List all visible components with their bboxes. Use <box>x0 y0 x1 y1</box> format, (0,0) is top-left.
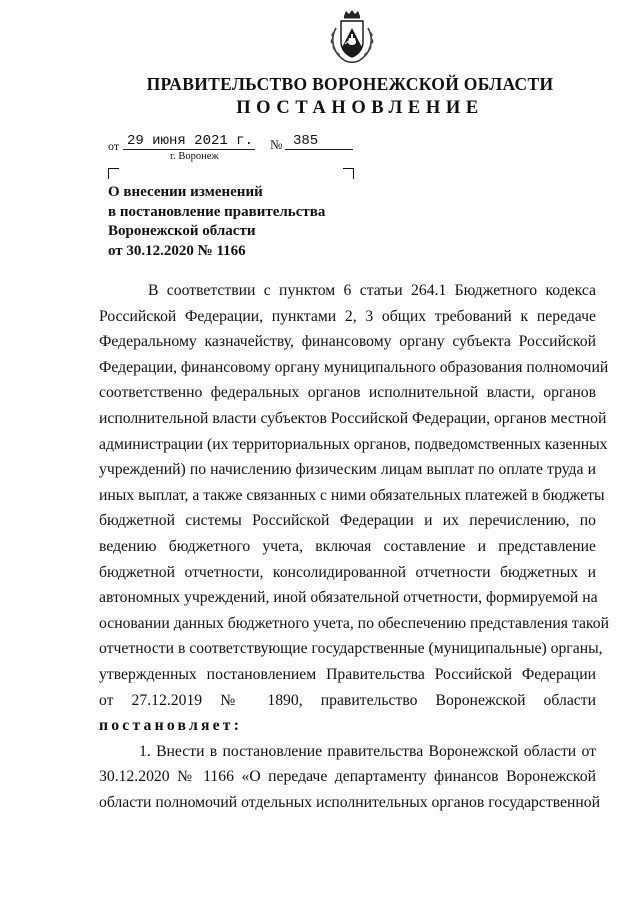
body-line: Федерации, финансовому органу муниципального образования полномочий <box>99 358 609 376</box>
subject-line: Воронежской области <box>108 223 256 239</box>
number-sign: № <box>270 137 283 152</box>
city: г. Воронеж <box>170 151 219 162</box>
coat-of-arms-icon <box>322 8 382 68</box>
subject-line: от 30.12.2020 № 1166 <box>108 242 246 259</box>
body-line: от 27.12.2019 № 1890, правительство Воронежской области <box>99 691 596 709</box>
body-line: иных выплат, а также связанных с ними обязательных платежей в бюджеты <box>99 486 605 504</box>
corner-bracket-left <box>108 168 119 179</box>
subject-line: в постановление правительства <box>108 203 326 220</box>
subject-line: О внесении изменений <box>108 184 263 200</box>
resolves-word: постановляет: <box>99 717 243 735</box>
body-line: Российской Федерации, пунктами 2, 3 общих требований к передаче <box>99 307 596 325</box>
body-line: администрации (их территориальных органов, подведомственных казенных <box>99 435 608 453</box>
body-line: соответственно федеральных органов исполнительной власти, органов <box>99 384 596 402</box>
body-line: бюджетной системы Российской Федерации и их перечислению, по <box>99 512 596 530</box>
item-line: области полномочий отдельных исполнительных органов государственной <box>99 793 601 811</box>
corner-bracket-right <box>343 168 354 179</box>
document-meta <box>108 133 368 155</box>
document-date: 29 июня 2021 г. <box>123 133 255 150</box>
body-line: ведению бюджетного учета, включая составление и представление <box>99 537 596 555</box>
body-line: Федеральному казначейству, финансовому органу субъекта Российской <box>99 333 596 351</box>
body-line: автономных учреждений, иной обязательной отчетности, формируемой на <box>99 589 598 607</box>
body-line: утвержденных постановлением Правительства Российской Федерации <box>99 665 596 683</box>
document-subject <box>108 183 325 261</box>
body-line: отчетности в соответствующие государственные (муниципальные) органы, <box>99 640 603 658</box>
document-number: 385 <box>285 133 353 150</box>
document-body <box>99 278 609 815</box>
body-line: основании данных бюджетного учета, по обеспечению представления такой <box>99 614 609 632</box>
government-title: ПРАВИТЕЛЬСТВО ВОРОНЕЖСКОЙ ОБЛАСТИ <box>146 74 554 94</box>
body-line: учреждений) по начислению физическим лицам выплат по оплате труда и <box>99 461 596 479</box>
item-line: 30.12.2020 № 1166 «О передаче департаменту финансов Воронежской <box>99 768 596 786</box>
date-prefix: от <box>108 139 120 153</box>
document-type: ПОСТАНОВЛЕНИЕ <box>236 98 484 118</box>
body-line: В соответствии с пунктом 6 статьи 264.1 Бюджетного кодекса <box>148 282 596 299</box>
item-line: 1. Внести в постановление правительства Воронежской области от <box>139 742 596 760</box>
body-line: исполнительной власти субъектов Российской Федерации, органов местной <box>99 409 607 427</box>
body-line: бюджетной отчетности, консолидированной отчетности бюджетных и <box>99 563 596 581</box>
